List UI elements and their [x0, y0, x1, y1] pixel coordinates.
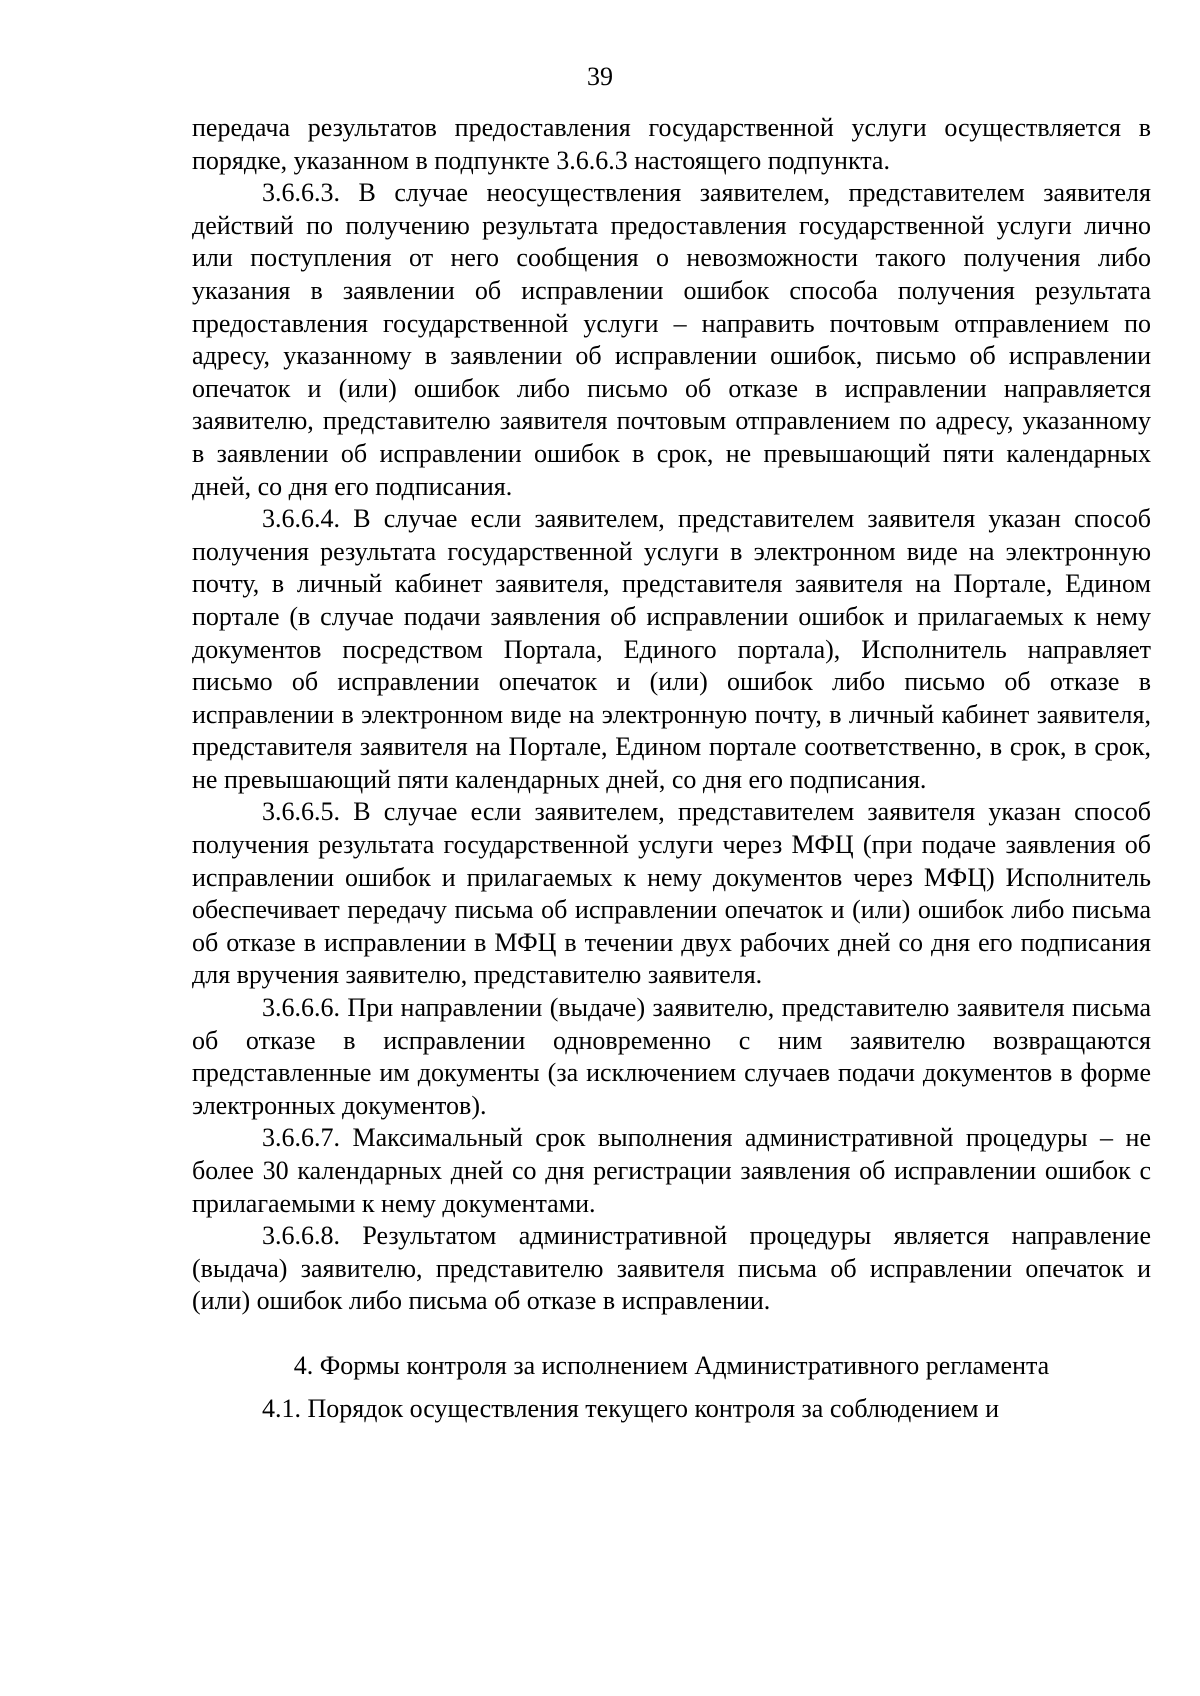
paragraph-3-6-6-4: 3.6.6.4. В случае если заявителем, представителем заявителя указан способ получения результата государственной услуги в электронном виде на электронную почту, в личный кабинет заявителя, представителя заявителя на Портале, Едином портале (в случае подачи заявления об исправлении ошибок и прилагаемых к нему документов посредством Портала, Единого портала), Исполнитель направляет письмо об исправлении опечаток и (или) ошибок либо письмо об отказе в исправлении в электронном виде на электронную почту, в личный кабинет заявителя, представителя заявителя на Портале, Едином портале соответственно, в срок, в срок, не превышающий пяти календарных дней, со дня его подписания. — [192, 504, 1151, 794]
paragraph-3-6-6-5: 3.6.6.5. В случае если заявителем, представителем заявителя указан способ получения результата государственной услуги через МФЦ (при подаче заявления об исправлении ошибок и прилагаемых к нему документов через МФЦ) Исполнитель обеспечивает передачу письма об исправлении опечаток и (или) ошибок либо письма об отказе в исправлении в МФЦ в течении двух рабочих дней со дня его подписания для вручения заявителю, представителю заявителя. — [192, 797, 1151, 990]
section-spacer — [192, 1318, 1151, 1350]
paragraph-3-6-6-8: 3.6.6.8. Результатом административной процедуры является направление (выдача) заявителю, представителю заявителя письма об исправлении опечаток и (или) ошибок либо письма об отказе в исправлении. — [192, 1221, 1151, 1316]
paragraph-continuation: передача результатов предоставления государственной услуги осуществляется в порядке, указанном в подпункте 3.6.6.3 настоящего подпункта. — [192, 113, 1151, 175]
section-heading: 4. Формы контроля за исполнением Административного регламента — [293, 1350, 1050, 1380]
paragraph-4-1: 4.1. Порядок осуществления текущего контроля за соблюдением и — [262, 1393, 1000, 1423]
paragraph-3-6-6-7: 3.6.6.7. Максимальный срок выполнения административной процедуры – не более 30 календарных дней со дня регистрации заявления об исправлении ошибок с прилагаемыми к нему документами. — [192, 1123, 1151, 1218]
paragraph-3-6-6-3: 3.6.6.3. В случае неосуществления заявителем, представителем заявителя действий по получению результата предоставления государственной услуги лично или поступления от него сообщения о невозможности такого получения либо указания в заявлении об исправлении ошибок способа получения результата предоставления государственной услуги – направить почтовым отправлением по адресу, указанному в заявлении об исправлении ошибок, письмо об исправлении опечаток и (или) ошибок либо письмо об отказе в исправлении направляется заявителю, представителю заявителя почтовым отправлением по адресу, указанному в заявлении об исправлении ошибок в срок, не превышающий пяти календарных дней, со дня его подписания. — [192, 178, 1151, 501]
page-number: 39 — [587, 62, 613, 91]
paragraph-3-6-6-6: 3.6.6.6. При направлении (выдаче) заявителю, представителю заявителя письма об отказе в исправлении одновременно с ним заявителю возвращаются представленные им документы (за исключением случаев подачи документов в форме электронных документов). — [192, 993, 1151, 1120]
document-body — [192, 112, 1151, 1425]
